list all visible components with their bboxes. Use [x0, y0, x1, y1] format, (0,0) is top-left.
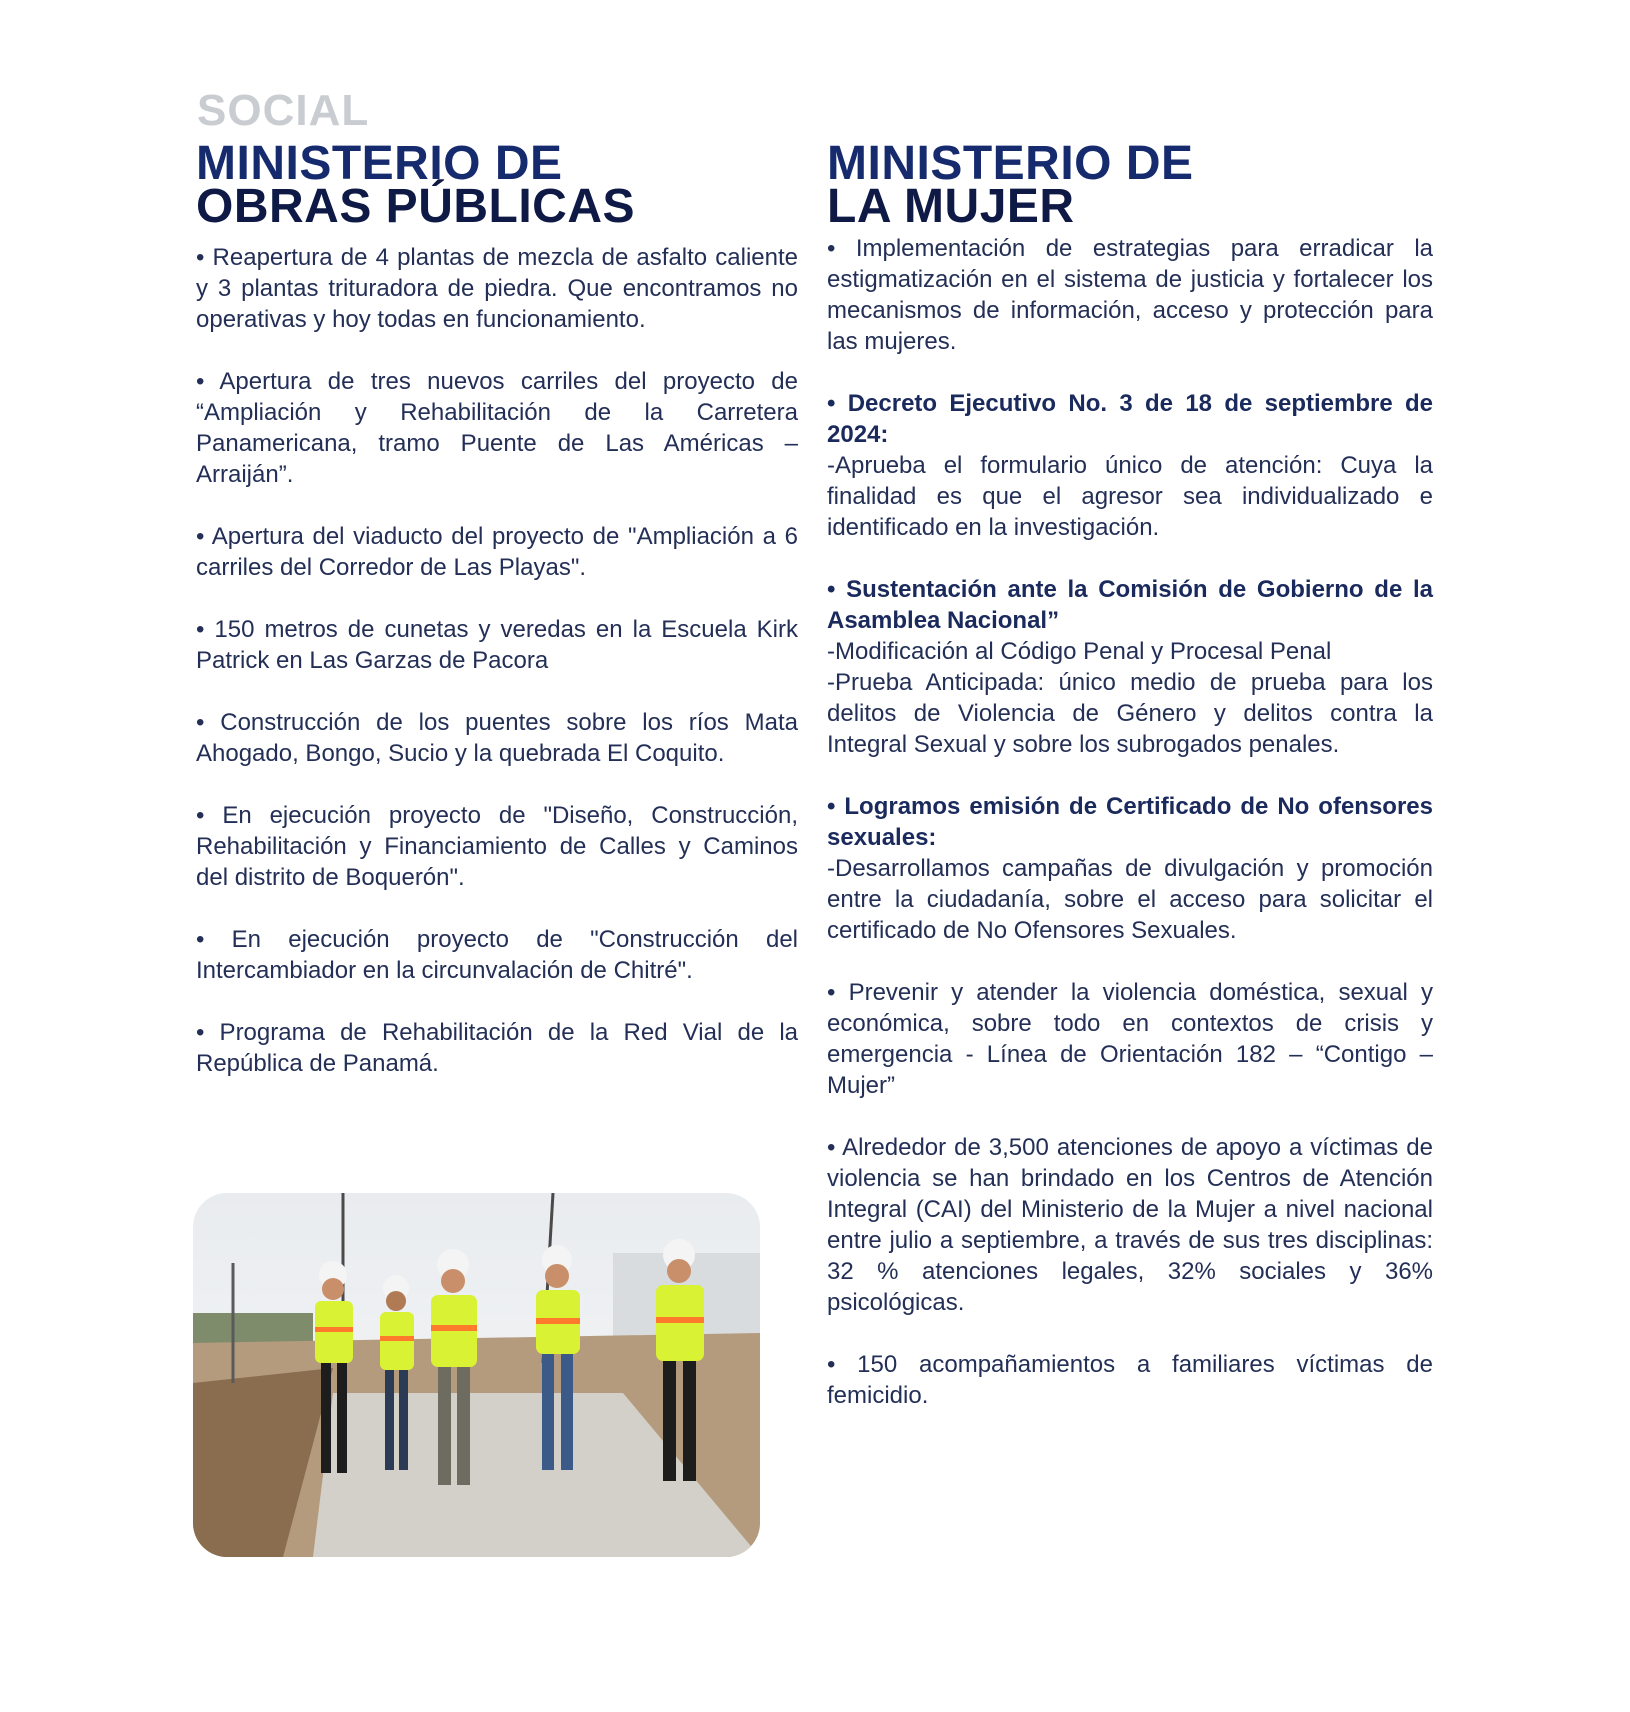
construction-site-photo	[193, 1193, 760, 1557]
mujer-heading	[827, 137, 1433, 233]
mop-item-panamericana-lanes: • Apertura de tres nuevos carriles del proyecto de “Ampliación y Rehabilitación de la Carretera Panamericana, tramo Puente de Las Américas – Arraiján”.	[196, 368, 798, 488]
mujer-heading-line2: LA MUJER	[827, 180, 1075, 233]
mop-heading-line1: MINISTERIO DE	[196, 137, 563, 190]
mujer-item-decreto-body: -Aprueba el formulario único de atención: Cuya la finalidad es que el agresor sea individualizado e identificado en la investigación.	[827, 452, 1433, 541]
mujer-column	[827, 137, 1433, 1442]
mop-item-asphalt-plants: • Reapertura de 4 plantas de mezcla de asfalto caliente y 3 plantas trituradora de piedra. Que encontramos no operativas y hoy todas en funcionamiento.	[196, 244, 798, 333]
mop-column	[196, 137, 798, 1110]
mujer-item-estrategias: • Implementación de estrategias para erradicar la estigmatización en el sistema de justicia y fortalecer los mecanismos de información, acceso y protección para las mujeres.	[827, 235, 1433, 355]
mop-item-boqueron-roads: • En ejecución proyecto de "Diseño, Construcción, Rehabilitación y Financiamiento de Calles y Caminos del distrito de Boquerón".	[196, 802, 798, 891]
mujer-items-list	[827, 233, 1433, 1411]
mujer-item-sustentacion-body1: -Modificación al Código Penal y Procesal Penal	[827, 638, 1332, 665]
mujer-item-sustentacion-body2: -Prueba Anticipada: único medio de prueba para los delitos de Violencia de Género y delitos contra la Integral Sexual y sobre los subrogados penales.	[827, 669, 1433, 758]
section-label: SOCIAL	[197, 86, 370, 135]
mujer-item-decreto-lead: • Decreto Ejecutivo No. 3 de 18 de septiembre de 2024:	[827, 390, 1433, 448]
mujer-item-sustentacion	[827, 574, 1433, 760]
mujer-item-decreto	[827, 388, 1433, 543]
mujer-heading-line1: MINISTERIO DE	[827, 137, 1194, 190]
mop-item-kirk-patrick-sidewalks: • 150 metros de cunetas y veredas en la Escuela Kirk Patrick en Las Garzas de Pacora	[196, 616, 798, 674]
mop-item-bridges: • Construcción de los puentes sobre los ríos Mata Ahogado, Bongo, Sucio y la quebrada El Coquito.	[196, 709, 798, 767]
mujer-item-atenciones: • Alrededor de 3,500 atenciones de apoyo a víctimas de violencia se han brindado en los Centros de Atención Integral (CAI) del Ministerio de la Mujer a nivel nacional entre julio a septiembre, a través de sus tres disciplinas: 32 % atenciones legales, 32% sociales y 36% psicológicas.	[827, 1134, 1433, 1316]
mujer-item-prevenir: • Prevenir y atender la violencia doméstica, sexual y económica, sobre todo en contextos de crisis y emergencia - Línea de Orientación 182 – “Contigo – Mujer”	[827, 979, 1433, 1099]
mujer-item-certificado	[827, 791, 1433, 946]
mop-items-list	[196, 242, 798, 1079]
mop-item-viaduct-playas: • Apertura del viaducto del proyecto de "Ampliación a 6 carriles del Corredor de Las Playas".	[196, 523, 798, 581]
mop-heading-line2: OBRAS PÚBLICAS	[196, 180, 636, 233]
mujer-item-sustentacion-lead: • Sustentación ante la Comisión de Gobierno de la Asamblea Nacional”	[827, 576, 1433, 634]
mop-item-road-network-program: • Programa de Rehabilitación de la Red Vial de la República de Panamá.	[196, 1019, 798, 1077]
mujer-item-certificado-lead: • Logramos emisión de Certificado de No ofensores sexuales:	[827, 793, 1433, 851]
mop-heading	[196, 137, 798, 233]
mujer-item-certificado-body: -Desarrollamos campañas de divulgación y promoción entre la ciudadanía, sobre el acceso para solicitar el certificado de No Ofensores Sexuales.	[827, 855, 1433, 944]
mop-item-chitre-interchange: • En ejecución proyecto de "Construcción del Intercambiador en la circunvalación de Chitré".	[196, 926, 798, 984]
mujer-item-acompanamientos: • 150 acompañamientos a familiares víctimas de femicidio.	[827, 1351, 1433, 1409]
